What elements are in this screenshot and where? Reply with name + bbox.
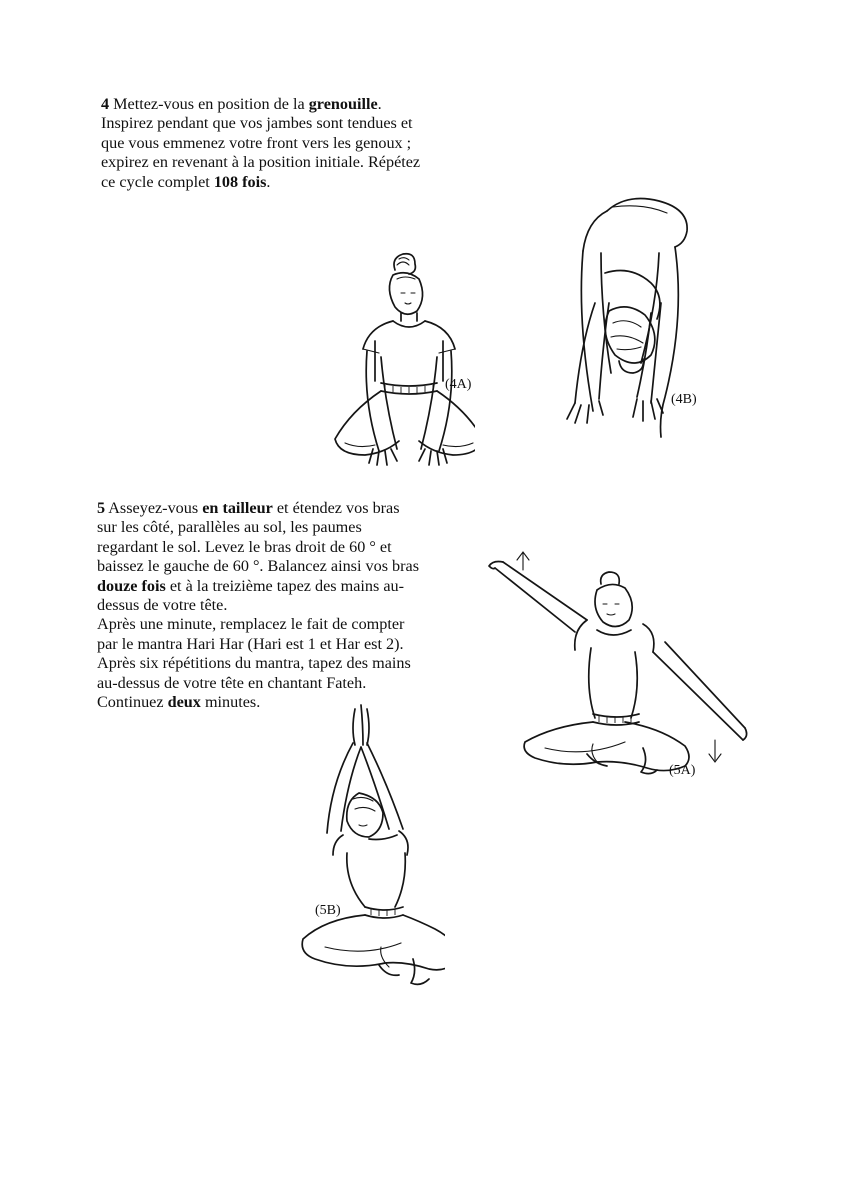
- step-4-line-1a: Mettez-vous en position de la: [113, 95, 309, 113]
- arrow-down-icon: [709, 740, 721, 762]
- step-4-repetitions: 108 fois: [213, 172, 267, 191]
- step-4-line-2: Inspirez pendant que vos jambes sont tendues et: [101, 114, 413, 133]
- instruction-step-5: [97, 499, 437, 712]
- step-5-line-8: par le mantra Hari Har (Hari est 1 et Har est 2).: [97, 634, 404, 653]
- step-5-line-3: regardant le sol. Levez le bras droit de 60 ° et: [97, 537, 392, 556]
- arrow-up-icon: [517, 552, 529, 570]
- instruction-step-4: [101, 95, 446, 192]
- figure-5b-caption: (5B): [315, 903, 341, 918]
- step-4-pose-name: grenouille: [308, 95, 378, 113]
- step-4-line-4: expirez en revenant à la position initiale. Répétez: [101, 153, 421, 172]
- step-4-line-5a: ce cycle complet: [101, 172, 214, 191]
- step-5-line-7: Après une minute, remplacez le fait de compter: [97, 615, 405, 634]
- figure-5b: [295, 703, 445, 1003]
- step-5-pose-name: en tailleur: [202, 499, 273, 517]
- step-5-line-6: dessus de votre tête.: [97, 596, 228, 615]
- step-5-line-5b: et à la treizième tapez des mains au-: [165, 576, 404, 595]
- step-5-number: 5: [97, 499, 106, 517]
- seated-arms-swing-figure-icon: [483, 548, 748, 783]
- frog-squat-figure-icon: [325, 245, 475, 475]
- step-4-line-5c: .: [266, 172, 271, 191]
- figure-4a: [325, 245, 475, 475]
- step-5-line-4: baissez le gauche de 60 °. Balancez ainsi vos bras: [97, 557, 420, 576]
- step-5-line-11a: Continuez: [97, 693, 168, 712]
- step-5-line-1c: et étendez vos bras: [272, 499, 400, 517]
- figure-5a-caption: (5A): [669, 763, 696, 778]
- figure-4b-caption: (4B): [671, 392, 697, 407]
- step-5-line-1a: Asseyez-vous: [105, 499, 203, 517]
- figure-5a: [483, 548, 748, 783]
- step-5-line-11c: minutes.: [200, 693, 261, 712]
- step-4-number: 4: [101, 95, 110, 113]
- step-5-line-2: sur les côté, parallèles au sol, les paumes: [97, 518, 362, 537]
- step-5-duration: deux: [167, 693, 201, 712]
- step-5-repetitions: douze fois: [97, 576, 166, 595]
- step-5-line-10: au-dessus de votre tête en chantant Fateh.: [97, 673, 367, 692]
- figure-4a-caption: (4A): [445, 377, 472, 392]
- step-5-line-9: Après six répétitions du mantra, tapez des mains: [97, 654, 411, 673]
- step-4-line-3: que vous emmenez votre front vers les genoux ;: [101, 133, 412, 152]
- seated-clap-overhead-figure-icon: [295, 703, 445, 1003]
- step-4-line-1c: .: [377, 95, 382, 113]
